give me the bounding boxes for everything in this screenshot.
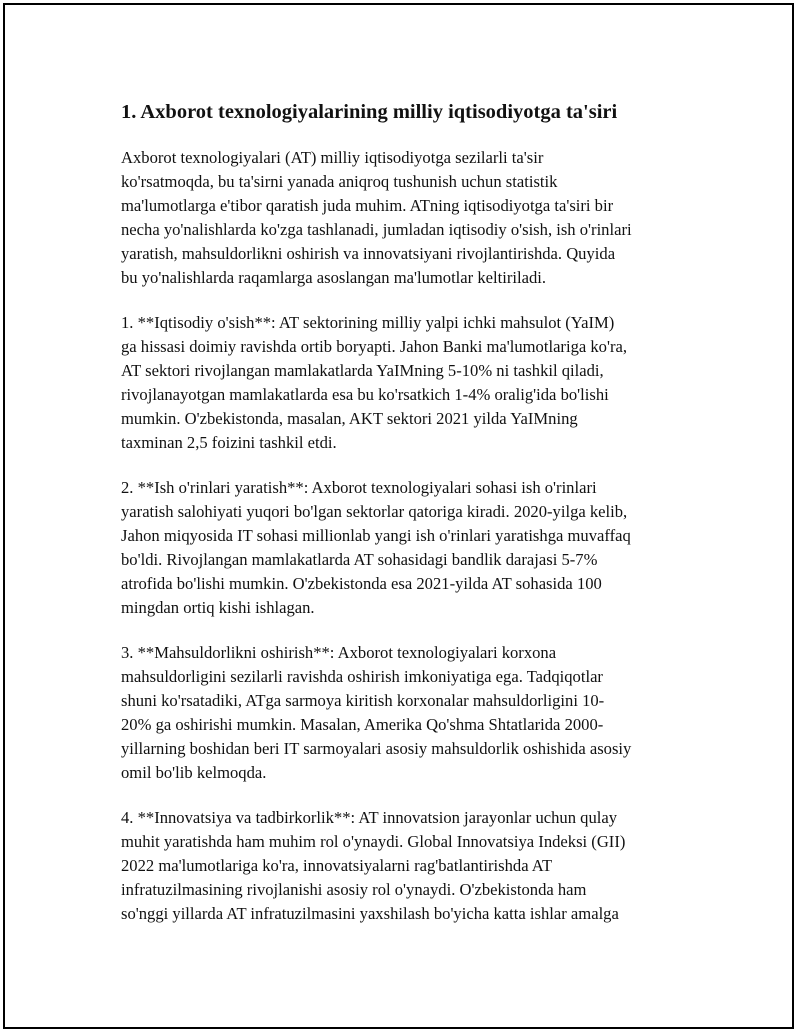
text-line: atrofida bo'lishi mumkin. O'zbekistonda esa 2021-yilda AT sohasida 100 [121,574,602,593]
document-page [3,3,794,1029]
text-line: muhit yaratishda ham muhim rol o'ynaydi. Global Innovatsiya Indeksi (GII) [121,832,626,851]
document-content [121,98,701,947]
text-line: bo'ldi. Rivojlangan mamlakatlarda AT sohasidagi bandlik darajasi 5-7% [121,550,598,569]
text-line: mingdan ortiq kishi ishlagan. [121,598,315,617]
section-heading: 1. Axborot texnologiyalarining milliy iqtisodiyotga ta'siri [121,101,618,123]
economic-growth-paragraph [121,311,701,455]
text-line: ko'rsatmoqda, bu ta'sirni yanada aniqroq tushunish uchun statistik [121,172,558,191]
job-creation-paragraph [121,476,701,620]
intro-paragraph [121,146,701,290]
text-line: Axborot texnologiyalari (AT) milliy iqtisodiyotga sezilarli ta'sir [121,148,544,167]
text-line: 4. **Innovatsiya va tadbirkorlik**: AT innovatsion jarayonlar uchun qulay [121,808,618,827]
text-line: 20% ga oshirishi mumkin. Masalan, Amerika Qo'shma Shtatlarida 2000- [121,715,604,734]
text-line: shuni ko'rsatadiki, ATga sarmoya kiritish korxonalar mahsuldorligini 10- [121,691,605,710]
text-line: 2022 ma'lumotlariga ko'ra, innovatsiyalarni rag'batlantirishda AT [121,856,553,875]
text-line: ga hissasi doimiy ravishda ortib boryapti. Jahon Banki ma'lumotlariga ko'ra, [121,337,628,356]
text-line: mahsuldorligini sezilarli ravishda oshirish imkoniyatiga ega. Tadqiqotlar [121,667,603,686]
text-line: rivojlanayotgan mamlakatlarda esa bu ko'rsatkich 1-4% oralig'ida bo'lishi [121,385,609,404]
text-line: so'nggi yillarda AT infratuzilmasini yaxshilash bo'yicha katta ishlar amalga [121,904,619,923]
text-line: yaratish, mahsuldorlikni oshirish va innovatsiyani rivojlantirishda. Quyida [121,244,616,263]
text-line: necha yo'nalishlarda ko'zga tashlanadi, jumladan iqtisodiy o'sish, ish o'rinlari [121,220,632,239]
text-line: 3. **Mahsuldorlikni oshirish**: Axborot texnologiyalari korxona [121,643,557,662]
text-line: bu yo'nalishlarda raqamlarga asoslangan ma'lumotlar keltiriladi. [121,268,546,287]
text-line: infratuzilmasining rivojlanishi asosiy rol o'ynaydi. O'zbekistonda ham [121,880,587,899]
text-line: 2. **Ish o'rinlari yaratish**: Axborot texnologiyalari sohasi ish o'rinlari [121,478,597,497]
innovation-paragraph [121,806,701,926]
text-line: 1. **Iqtisodiy o'sish**: AT sektorining milliy yalpi ichki mahsulot (YaIM) [121,313,615,332]
text-line: yaratish salohiyati yuqori bo'lgan sektorlar qatoriga kiradi. 2020-yilga kelib, [121,502,628,521]
text-line: ma'lumotlarga e'tibor qaratish juda muhim. ATning iqtisodiyotga ta'siri bir [121,196,614,215]
text-line: AT sektori rivojlangan mamlakatlarda YaIMning 5-10% ni tashkil qiladi, [121,361,604,380]
text-line: omil bo'lib kelmoqda. [121,763,267,782]
text-line: yillarning boshidan beri IT sarmoyalari asosiy mahsuldorlik oshishida asosiy [121,739,632,758]
text-line: mumkin. O'zbekistonda, masalan, AKT sektori 2021 yilda YaIMning [121,409,578,428]
productivity-paragraph [121,641,701,785]
text-line: Jahon miqyosida IT sohasi millionlab yangi ish o'rinlari yaratishga muvaffaq [121,526,631,545]
text-line: taxminan 2,5 foizini tashkil etdi. [121,433,337,452]
